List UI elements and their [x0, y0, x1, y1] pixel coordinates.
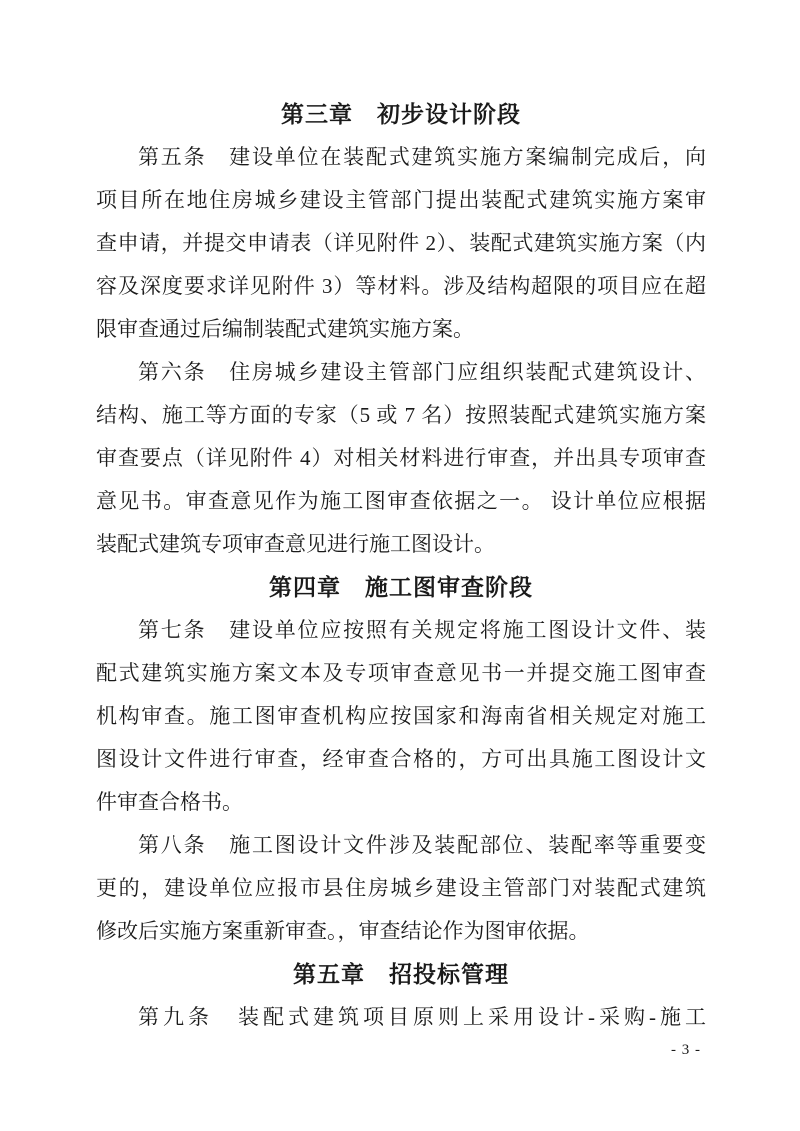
- document-body: [96, 93, 706, 1039]
- paragraph-line: 第九条 装配式建筑项目原则上采用设计-采购-施工: [138, 1005, 706, 1029]
- paragraph-line: 第五条 建设单位在装配式建筑实施方案编制完成后，向: [138, 145, 706, 169]
- paragraph-line: 机构审查。施工图审查机构应按国家和海南省相关规定对施工: [96, 704, 706, 728]
- paragraph-line: 更的，建设单位应报市县住房城乡建设主管部门对装配式建筑: [96, 876, 706, 900]
- paragraph-line: 第七条 建设单位应按照有关规定将施工图设计文件、装: [138, 618, 706, 642]
- paragraph-line: 结构、施工等方面的专家（5 或 7 名）按照装配式建筑实施方案: [96, 403, 706, 427]
- paragraph-line: 图设计文件进行审查，经审查合格的，方可出具施工图设计文: [96, 747, 706, 771]
- page-number: - 3 -: [671, 1042, 701, 1058]
- paragraph-line: 项目所在地住房城乡建设主管部门提出装配式建筑实施方案审: [96, 188, 706, 212]
- paragraph-line: 配式建筑实施方案文本及专项审查意见书一并提交施工图审查: [96, 661, 706, 685]
- chapter-heading: 第三章 初步设计阶段: [281, 102, 521, 127]
- paragraph-line: 限审查通过后编制装配式建筑实施方案。: [96, 317, 474, 341]
- paragraph-line: 修改后实施方案重新审查。，审查结论作为图审依据。: [96, 919, 590, 943]
- paragraph-line: 件审查合格书。: [96, 790, 243, 814]
- paragraph-line: 第六条 住房城乡建设主管部门应组织装配式建筑设计、: [138, 360, 706, 384]
- paragraph-line: 意见书。审查意见作为施工图审查依据之一。 设计单位应根据: [96, 489, 706, 513]
- paragraph-line: 装配式建筑专项审查意见进行施工图设计。: [96, 532, 495, 556]
- paragraph-line: 审查要点（详见附件 4）对相关材料进行审查，并出具专项审查: [96, 446, 706, 470]
- paragraph-line: 第八条 施工图设计文件涉及装配部位、装配率等重要变: [138, 833, 706, 857]
- chapter-heading: 第四章 施工图审查阶段: [269, 575, 533, 600]
- paragraph-line: 容及深度要求详见附件 3）等材料。涉及结构超限的项目应在超: [96, 274, 706, 298]
- chapter-heading: 第五章 招投标管理: [293, 962, 509, 987]
- paragraph-line: 查申请，并提交申请表（详见附件 2）、装配式建筑实施方案（内: [96, 231, 706, 255]
